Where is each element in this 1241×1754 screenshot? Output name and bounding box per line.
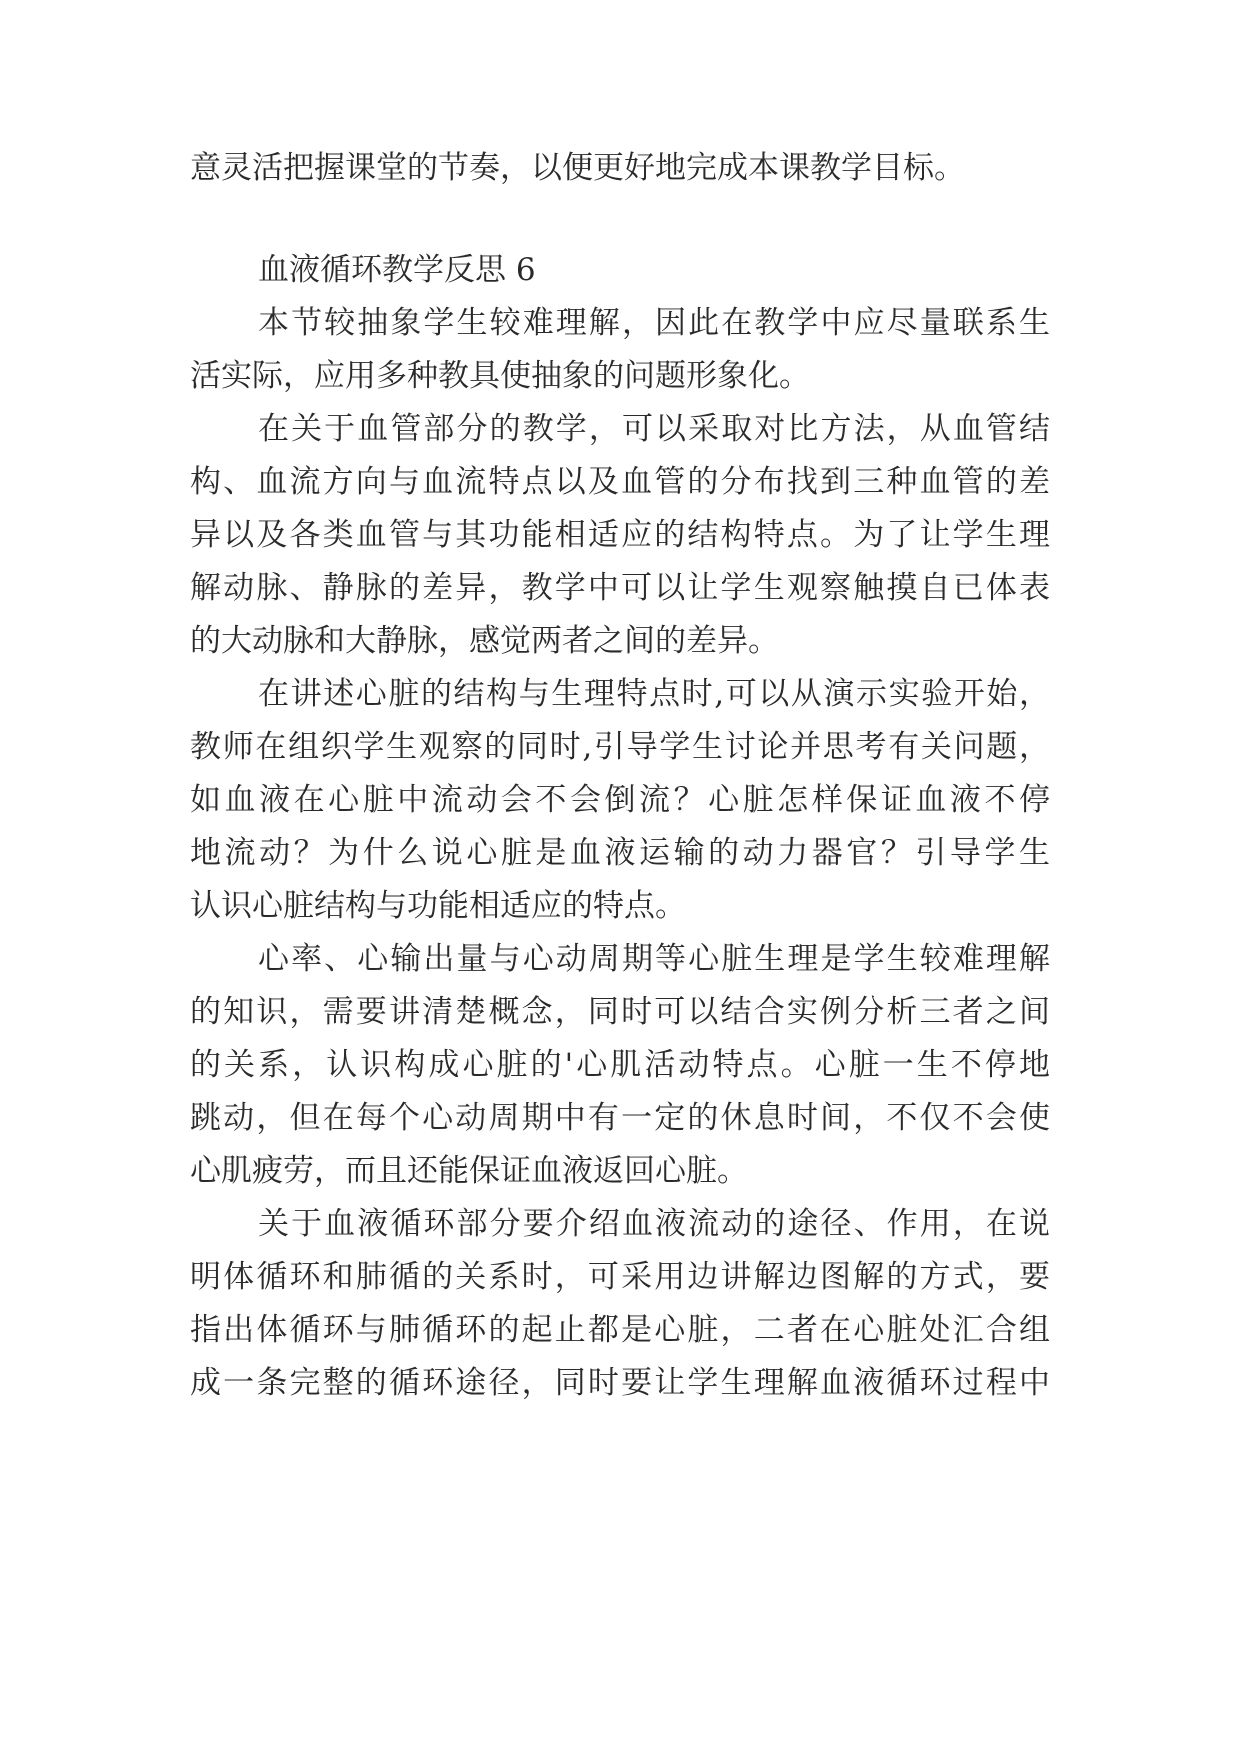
text-line: 成一条完整的循环途径，同时要让学生理解血液循环过程中 bbox=[190, 1365, 1050, 1401]
text-line: 的大动脉和大静脉，感觉两者之间的差异。 bbox=[190, 623, 779, 659]
paragraph-first-line: 在讲述心脏的结构与生理特点时,可以从演示实验开始， bbox=[258, 676, 1050, 712]
text-line: 活实际，应用多种教具使抽象的问题形象化。 bbox=[190, 358, 810, 394]
paragraph-first-line: 在关于血管部分的教学，可以采取对比方法，从血管结 bbox=[258, 411, 1050, 447]
section-heading: 血液循环教学反思 6 bbox=[258, 252, 536, 288]
text-line: 认识心脏结构与功能相适应的特点。 bbox=[190, 888, 686, 924]
paragraph-first-line: 关于血液循环部分要介绍血液流动的途径、作用，在说 bbox=[258, 1206, 1050, 1242]
text-line: 构、血流方向与血流特点以及血管的分布找到三种血管的差 bbox=[190, 464, 1050, 500]
text-line: 的知识，需要讲清楚概念，同时可以结合实例分析三者之间 bbox=[190, 994, 1050, 1030]
text-line: 意灵活把握课堂的节奏，以便更好地完成本课教学目标。 bbox=[190, 150, 965, 186]
text-line: 异以及各类血管与其功能相适应的结构特点。为了让学生理 bbox=[190, 517, 1050, 553]
text-line: 指出体循环与肺循环的起止都是心脏，二者在心脏处汇合组 bbox=[190, 1312, 1050, 1348]
text-line: 如血液在心脏中流动会不会倒流？心脏怎样保证血液不停 bbox=[190, 782, 1050, 818]
text-line: 教师在组织学生观察的同时,引导学生讨论并思考有关问题， bbox=[190, 729, 1050, 765]
text-line: 明体循环和肺循的关系时，可采用边讲解边图解的方式，要 bbox=[190, 1259, 1050, 1295]
text-line: 的关系，认识构成心脏的'心肌活动特点。心脏一生不停地 bbox=[190, 1047, 1050, 1083]
text-line: 跳动，但在每个心动周期中有一定的休息时间，不仅不会使 bbox=[190, 1100, 1050, 1136]
text-line: 解动脉、静脉的差异，教学中可以让学生观察触摸自已体表 bbox=[190, 570, 1050, 606]
paragraph-first-line: 心率、心输出量与心动周期等心脏生理是学生较难理解 bbox=[258, 941, 1050, 977]
text-line: 心肌疲劳，而且还能保证血液返回心脏。 bbox=[190, 1153, 748, 1189]
text-line: 地流动？为什么说心脏是血液运输的动力器官？引导学生 bbox=[190, 835, 1050, 871]
paragraph-first-line: 本节较抽象学生较难理解，因此在教学中应尽量联系生 bbox=[258, 305, 1050, 341]
